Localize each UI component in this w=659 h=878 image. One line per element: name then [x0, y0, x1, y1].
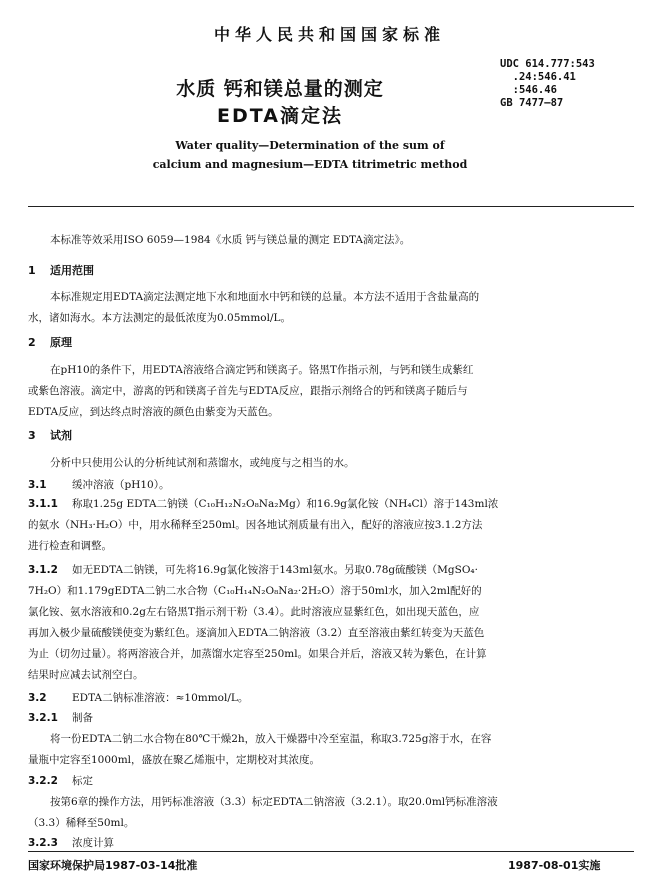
clause-3-1-1-line: 进行检查和调整。	[28, 540, 112, 552]
section-2-heading: 2 原理	[28, 336, 72, 349]
effective-date: 1987-08-01实施	[508, 859, 601, 872]
clause-3-1-1-line: 的氨水（NH₃·H₂O）中，用水稀释至250ml。因各地试剂质量有出入，配好的溶液应按3.1.2方法	[28, 519, 483, 531]
gb-number: GB 7477—87	[500, 97, 564, 109]
clause-3-2-1-heading: 3.2.1 制备	[28, 712, 93, 724]
section-3-heading: 3 试剂	[28, 429, 72, 442]
section-2-line: EDTA反应，到达终点时溶液的颜色由紫变为天蓝色。	[28, 406, 279, 418]
header-divider	[28, 206, 634, 207]
clause-3-2-1-line: 将一份EDTA二钠二水合物在80℃干燥2h，放入干燥器中冷至室温，称取3.725g溶于水，在容	[50, 733, 492, 745]
clause-3-1-2-line: 氯化铵、氨水溶液和0.2g左右铬黑T指示剂干粉（3.4）。此时溶液应显紫红色，如出现天蓝色，应	[28, 606, 480, 618]
clause-3-1-1: 3.1.1 称取1.25g EDTA二钠镁（C₁₀H₁₂N₂O₈Na₂Mg）和16.9g氯化铵（NH₄Cl）溶于143ml浓	[28, 498, 499, 510]
clause-3-1-2-line: 7H₂O）和1.179gEDTA二钠二水合物（C₁₀H₁₄N₂O₈Na₂·2H₂O）溶于50ml水，加入2ml配好的	[28, 585, 482, 597]
approval-date: 国家环境保护局1987-03-14批准	[28, 859, 198, 872]
standard-category-title: 中华人民共和国国家标准	[213, 25, 445, 44]
clause-3-1-2-line: 为止（切勿过量）。将两溶液合并，加蒸馏水定容至250ml。如果合并后，溶液又转为紫色，在计算	[28, 648, 487, 660]
document-subtitle-zh: EDTA滴定法	[217, 105, 343, 127]
section-1-heading: 1 适用范围	[28, 264, 94, 277]
clause-3-2-2-line: 按第6章的操作方法，用钙标准溶液（3.3）标定EDTA二钠溶液（3.2.1）。取20.0ml钙标准溶液	[50, 796, 498, 808]
clause-3-2-1-line: 量瓶中定容至1000ml，盛放在聚乙烯瓶中，定期校对其浓度。	[28, 754, 321, 766]
clause-3-2-2-heading: 3.2.2 标定	[28, 775, 93, 787]
clause-3-2-3-heading: 3.2.3 浓度计算	[28, 835, 328, 850]
clause-3-2: 3.2 EDTA二钠标准溶液：≈10mmol/L。	[28, 692, 249, 704]
udc-line: :546.46	[500, 84, 557, 96]
clause-3-1-2-line: 结果时应减去试剂空白。	[28, 669, 144, 681]
document-title-en-line2: calcium and magnesium—EDTA titrimetric method	[152, 158, 468, 171]
document-title-en-line1: Water quality—Determination of the sum of	[175, 139, 445, 152]
section-1-line: 本标准规定用EDTA滴定法测定地下水和地面水中钙和镁的总量。本方法不适用于含盐量高的	[50, 291, 480, 303]
udc-line: .24:546.41	[500, 71, 576, 83]
udc-line: UDC 614.777:543	[500, 58, 595, 70]
clause-3-1: 3.1 缓冲溶液（pH10）。	[28, 479, 170, 491]
section-1-line: 水，诸如海水。本方法测定的最低浓度为0.05mmol/L。	[28, 312, 291, 324]
footer-divider	[28, 851, 634, 852]
clause-3-2-2-line: （3.3）稀释至50ml。	[28, 817, 135, 829]
section-3-intro: 分析中只使用公认的分析纯试剂和蒸馏水，或纯度与之相当的水。	[50, 457, 355, 469]
clause-3-1-2: 3.1.2 如无EDTA二钠镁，可先将16.9g氯化铵溶于143ml氨水。另取0.78g硫酸镁（MgSO₄·	[28, 564, 478, 576]
section-2-line: 或紫色溶液。滴定中，游离的钙和镁离子首先与EDTA反应，跟指示剂络合的钙和镁离子随后与	[28, 385, 468, 397]
clause-3-1-2-line: 再加入极少量硫酸镁使变为紫红色。逐滴加入EDTA二钠溶液（3.2）直至溶液由紫红转变为天蓝色	[28, 627, 485, 639]
section-2-line: 在pH10的条件下，用EDTA溶液络合滴定钙和镁离子。铬黑T作指示剂，与钙和镁生成紫红	[50, 364, 474, 376]
intro-paragraph: 本标准等效采用ISO 6059—1984《水质 钙与镁总量的测定 EDTA滴定法》。	[50, 234, 411, 246]
document-title-zh: 水质 钙和镁总量的测定	[176, 78, 384, 100]
